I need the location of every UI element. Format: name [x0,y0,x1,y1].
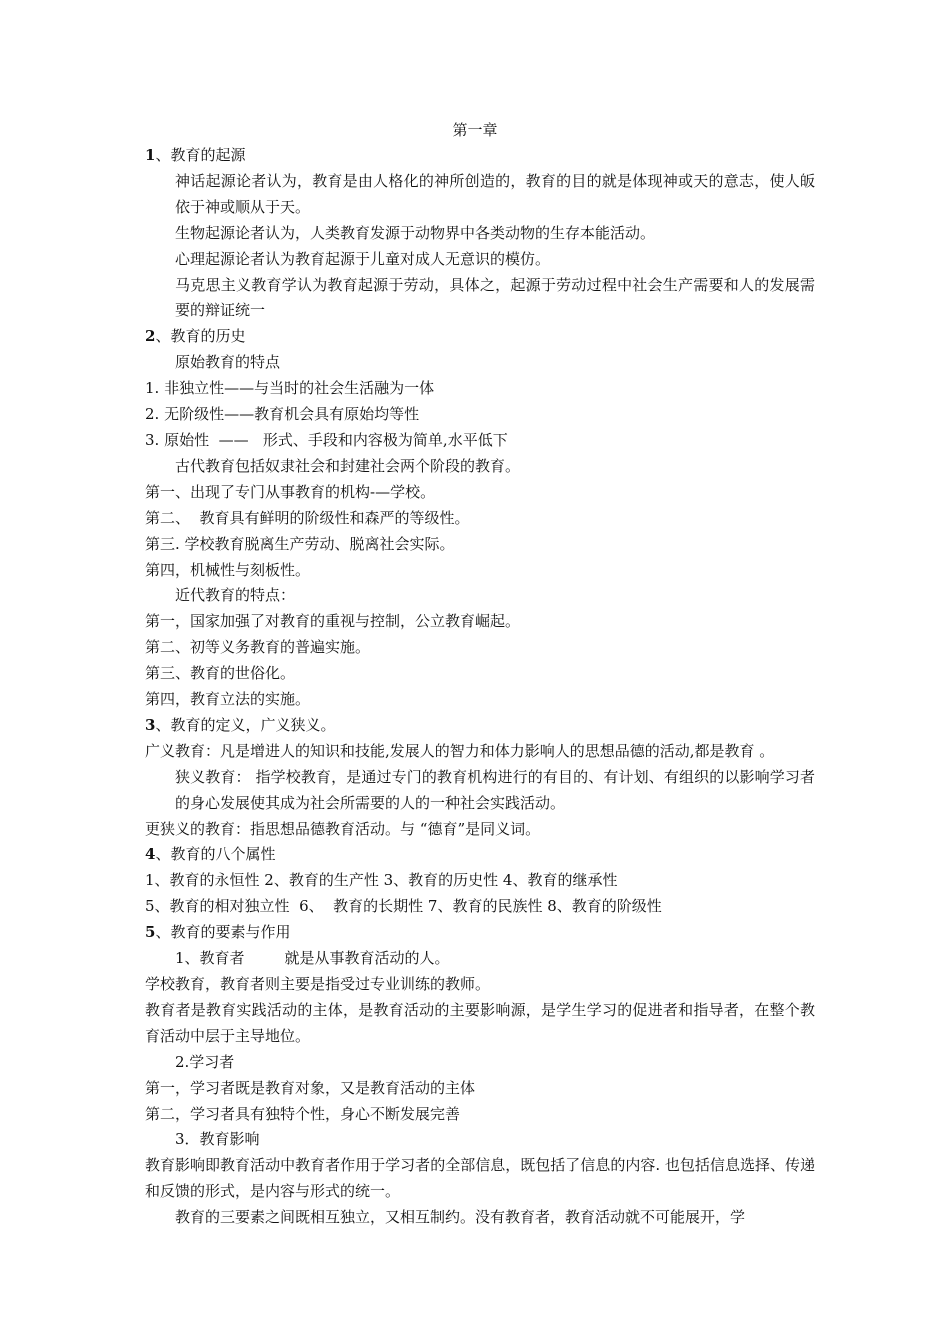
section-number: 2 [145,327,156,346]
list-item: 第三、教育的世俗化。 [145,664,296,683]
section-number: 3 [145,715,156,734]
list-item: 1. 非独立性——与当时的社会生活融为一体 [145,379,435,398]
subheading: 3．教育影响 [175,1130,260,1149]
section-heading-2 [145,324,815,350]
list-item: 第二、初等义务教育的普遍实施。 [145,638,371,657]
paragraph: 学校教育，教育者则主要是指受过专业训练的教师。 [145,975,491,993]
list-item: 第二，学习者具有独特个性，身心不断发展完善 [145,1104,461,1123]
section-heading-1 [145,143,815,169]
list-item: 第二、 教育具有鲜明的阶级性和森严的等级性。 [145,508,470,527]
paragraph: 心理起源论者认为教育起源于儿童对成人无意识的模仿。 [175,249,551,268]
section-heading-text: 、教育的历史 [155,327,246,346]
chapter-title: 第一章 [452,121,498,139]
paragraph: 马克思主义教育学认为教育起源于劳动，具体之，起源于劳动过程中社会生产需要和人的发展需要的辩证统一 [175,275,815,320]
document-body [145,143,815,1231]
educator-definition: 就是从事教育活动的人。 [284,949,450,968]
paragraph: 生物起源论者认为，人类教育发源于动物界中各类动物的生存本能活动。 [175,223,656,242]
list-item: 2. 无阶级性——教育机会具有原始均等性 [145,405,420,424]
section-heading-4 [145,842,815,868]
list-item: 第一，学习者既是教育对象，又是教育活动的主体 [145,1078,476,1097]
paragraph: 教育者是教育实践活动的主体，是教育活动的主要影响源，是学生学习的促进者和指导者，在整个教育活动中层于主导地位。 [145,1000,815,1045]
paragraph: 狭义教育： 指学校教育，是通过专门的教育机构进行的有目的、有计划、有组织的以影响学习者的身心发展使其成为社会所需要的人的一种社会实践活动。 [175,767,815,812]
subheading: 原始教育的特点 [175,353,281,372]
paragraph: 广义教育：凡是增进人的知识和技能,发展人的智力和体力影响人的思想品德的活动,都是教育 。 [145,741,775,760]
paragraph: 教育影响即教育活动中教育者作用于学习者的全部信息，既包括了信息的内容. 也包括信息选择、传递和反馈的形式，是内容与形式的统一。 [145,1156,815,1201]
subheading: 2.学习者 [175,1052,235,1071]
section-heading-3 [145,713,815,739]
section-heading-text: 、教育的定义，广义狭义。 [155,715,336,734]
list-line: 1、教育的永恒性 2、教育的生产性 3、教育的历史性 4、教育的继承性 [145,871,618,890]
paragraph: 更狭义的教育：指思想品德教育活动。与 “德育”是同义词。 [145,819,541,838]
list-item: 第一、出现了专门从事教育的机构-—学校。 [145,482,436,501]
list-item: 第三. 学校教育脱离生产劳动、脱离社会实际。 [145,534,455,553]
list-line: 5、教育的相对独立性 6、 教育的长期性 7、教育的民族性 8、教育的阶级性 [145,897,662,916]
subheading: 近代教育的特点： [175,586,296,605]
educator-label: 1、教育者 [175,949,245,968]
section-heading-text: 、教育的要素与作用 [155,923,291,942]
paragraph: 教育的三要素之间既相互独立，又相互制约。没有教育者，教育活动就不可能展开，学 [175,1208,746,1227]
educator-line [145,946,815,972]
list-item: 第四，机械性与刻板性。 [145,560,311,579]
list-item: 3. 原始性 —— 形式、手段和内容极为简单,水平低下 [145,430,508,449]
list-item: 第四，教育立法的实施。 [145,690,311,709]
section-heading-text: 、教育的八个属性 [155,845,276,864]
section-number: 5 [145,923,156,942]
section-heading-5 [145,920,815,946]
section-number: 4 [145,845,156,864]
list-item: 第一，国家加强了对教育的重视与控制，公立教育崛起。 [145,612,521,631]
section-heading-text: 、教育的起源 [155,146,246,164]
paragraph: 神话起源论者认为，教育是由人格化的神所创造的，教育的目的就是体现神或天的意志，使人皈依于神或顺从于天。 [175,171,815,216]
section-number: 1 [145,146,156,164]
subheading: 古代教育包括奴隶社会和封建社会两个阶段的教育。 [175,456,521,475]
